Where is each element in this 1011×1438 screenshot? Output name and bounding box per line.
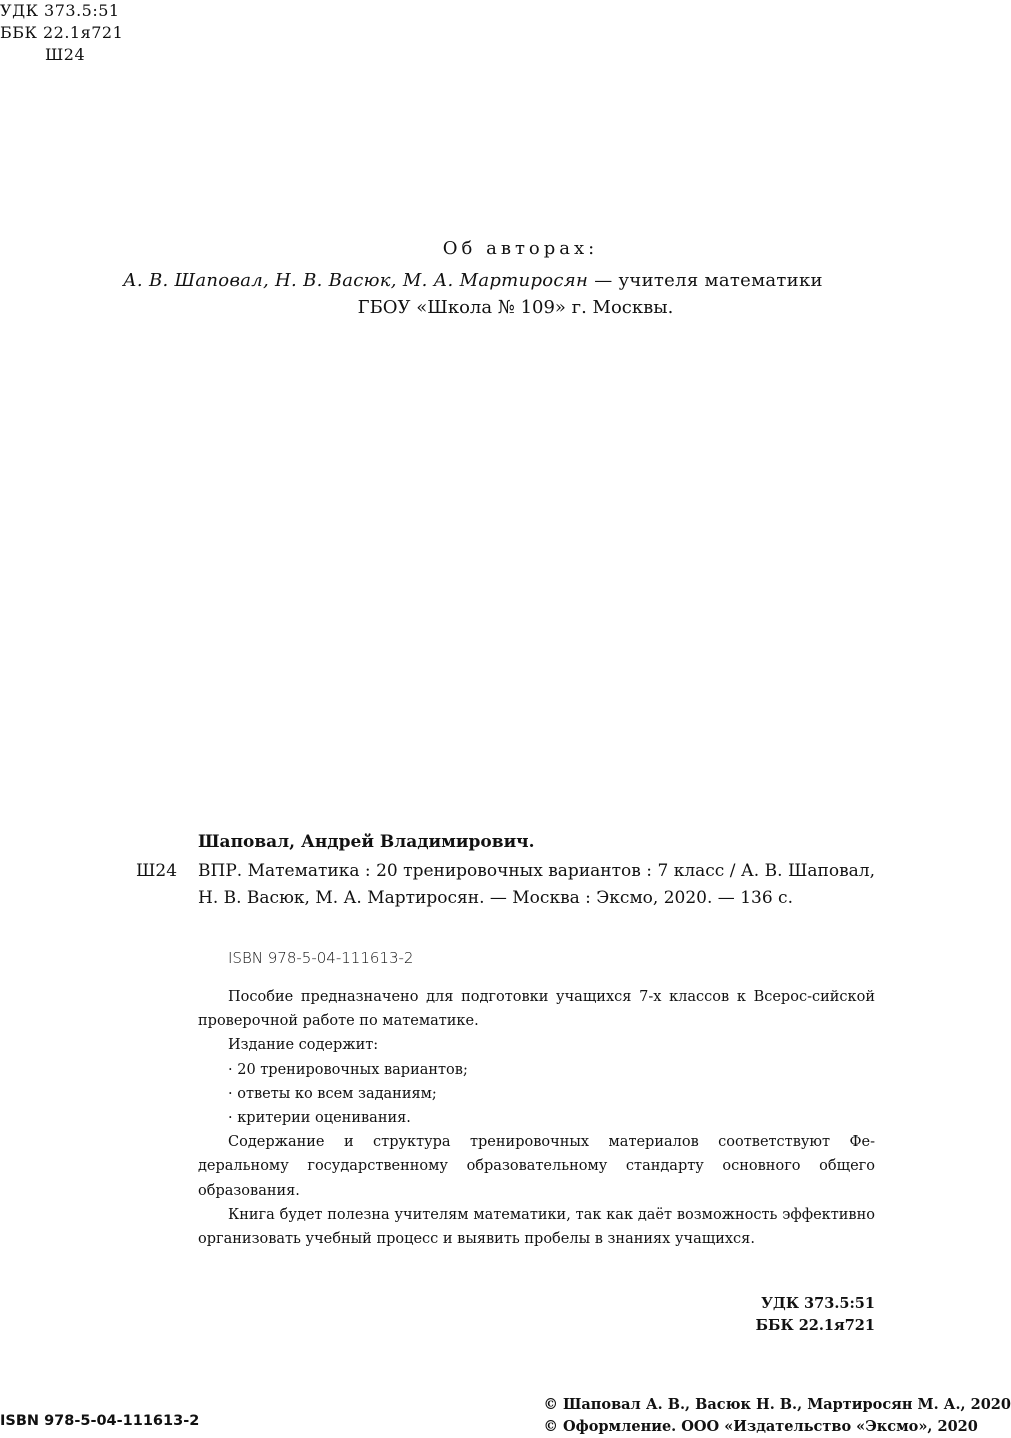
authors-role: — учителя математики <box>588 270 823 291</box>
bbk-code: ББК 22.1я721 <box>755 1317 875 1334</box>
catalog-author-mark: Ш24 <box>136 861 178 881</box>
about-authors-line <box>123 270 823 291</box>
annotation-paragraph: Пособие предназначено для подготовки учащихся 7-х классов к Всерос-сийской проверочной работе по математике. <box>198 989 875 1030</box>
bbk-code: ББК 22.1я721 <box>0 23 124 42</box>
udk-code: УДК 373.5:51 <box>0 1 120 20</box>
annotation-bullet: · 20 тренировочных вариантов; <box>228 1061 468 1078</box>
annotation-paragraph: Содержание и структура тренировочных материалов соответствуют Фе-деральному государственному образовательному стандарту основного общего образования. <box>198 1134 875 1199</box>
annotation-bullet: · ответы ко всем заданиям; <box>228 1085 437 1102</box>
udk-code: УДК 373.5:51 <box>761 1295 875 1312</box>
catalog-isbn: ISBN 978-5-04-111613-2 <box>228 949 414 967</box>
catalog-author: Шаповал, Андрей Владимирович. <box>198 832 535 852</box>
copyright-authors: © Шаповал А. В., Васюк Н. В., Мартиросян М. А., 2020 <box>543 1396 1011 1413</box>
annotation-paragraph: Издание содержит: <box>228 1037 379 1054</box>
classification-block <box>756 1293 875 1337</box>
about-authors-heading: Об авторах: <box>442 238 599 259</box>
copyright-block <box>543 1394 1011 1438</box>
about-authors-school: ГБОУ «Школа № 109» г. Москвы. <box>357 297 674 318</box>
author-mark: Ш24 <box>45 45 86 64</box>
annotation <box>198 985 875 1251</box>
catalog-description: ВПР. Математика : 20 тренировочных вариантов : 7 класс / А. В. Шаповал, Н. В. Васюк, М. А. Мартиросян. — Москва : Эксмо, 2020. — 136 с. <box>198 861 875 908</box>
copyright-design: © Оформление. ООО «Издательство «Эксмо», 2020 <box>543 1418 978 1435</box>
annotation-paragraph: Книга будет полезна учителям математики, так как даёт возможность эффективно организовать учебный процесс и выявить пробелы в знаниях учащихся. <box>198 1206 875 1248</box>
bottom-isbn: ISBN 978-5-04-111613-2 <box>0 1413 200 1429</box>
annotation-bullet: · критерии оценивания. <box>228 1110 411 1127</box>
top-classification-codes <box>0 0 123 66</box>
authors-names: А. В. Шаповал, Н. В. Васюк, М. А. Мартиросян <box>123 270 589 291</box>
